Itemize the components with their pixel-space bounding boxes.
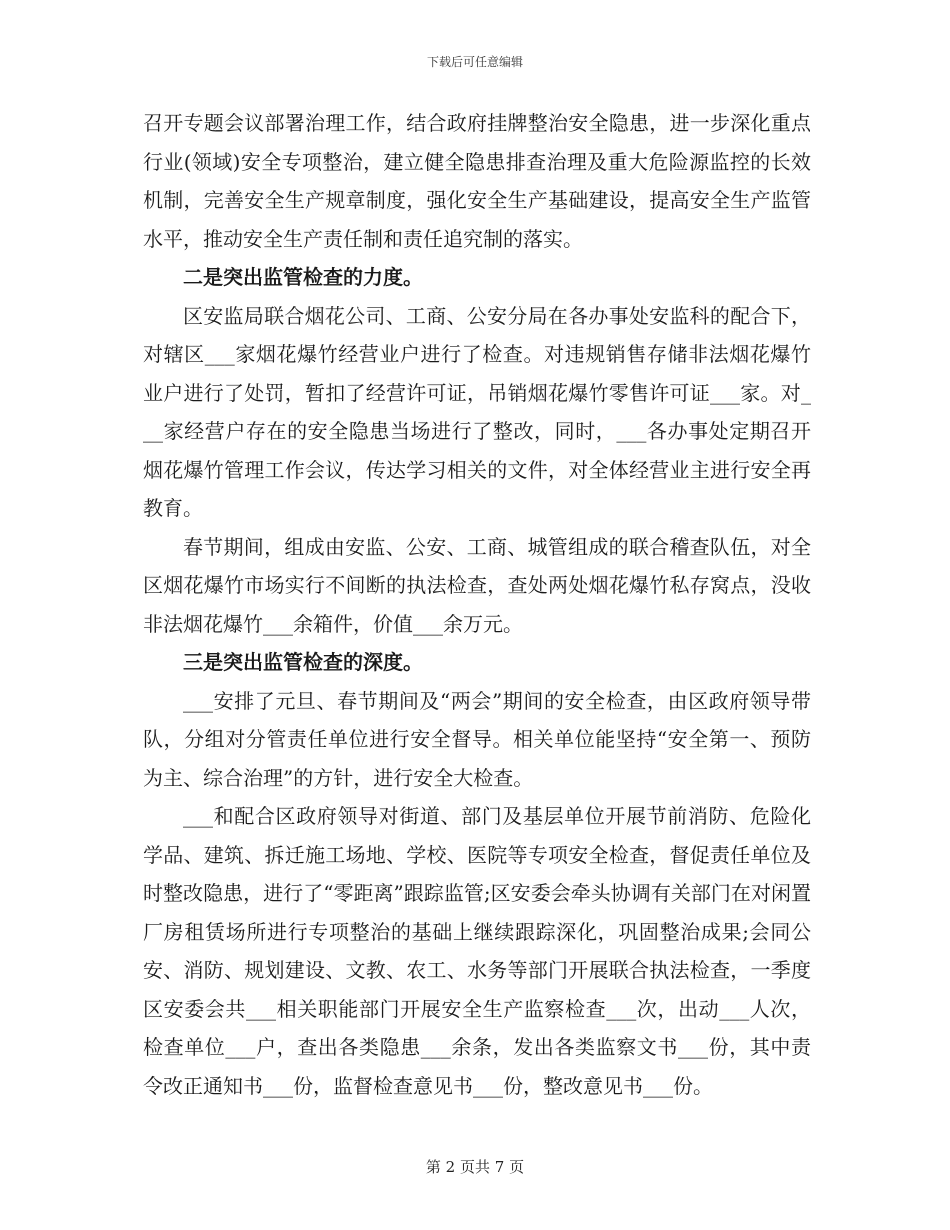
page-number: 第 2 页共 7 页	[425, 1158, 525, 1176]
document-body	[143, 104, 811, 1105]
paragraph-4: 春节期间，组成由安监、公安、工商、城管组成的联合稽查队伍，对全区烟花爆竹市场实行不间断的执法检查，查处两处烟花爆竹私存窝点，没收非法烟花爆竹___余箱件，价值___余万元。	[143, 534, 811, 636]
paragraph-1: 召开专题会议部署治理工作，结合政府挂牌整治安全隐患，进一步深化重点行业(领域)安全专项整治，建立健全隐患排查治理及重大危险源监控的长效机制，完善安全生产规章制度，强化安全生产基础建设，提高安全生产监管水平，推动安全生产责任制和责任追究制的落实。	[143, 111, 811, 251]
section-heading-2: 二是突出监管检查的力度。	[183, 265, 423, 289]
paragraph-3: 区安监局联合烟花公司、工商、公安分局在各办事处安监科的配合下，对辖区___家烟花爆竹经营业户进行了检查。对违规销售存储非法烟花爆竹业户进行了处罚，暂扣了经营许可证，吊销烟花爆竹零售许可证___家。对___家经营户存在的安全隐患当场进行了整改，同时，___各办事处定期召开烟花爆竹管理工作会议，传达学习相关的文件，对全体经营业主进行安全再教育。	[143, 303, 811, 520]
paragraph-7: ___和配合区政府领导对街道、部门及基层单位开展节前消防、危险化学品、建筑、拆迁施工场地、学校、医院等专项安全检查，督促责任单位及时整改隐患，进行了“零距离”跟踪监管;区安委会牵头协调有关部门在对闲置厂房租赁场所进行专项整治的基础上继续跟踪深化，巩固整治成果;会同公安、消防、规划建设、文教、农工、水务等部门开展联合执法检查，一季度区安委会共___相关职能部门开展安全生产监察检查___次，出动___人次，检查单位___户，查出各类隐患___余条，发出各类监察文书___份，其中责令改正通知书___份，监督检查意见书___份，整改意见书___份。	[143, 804, 811, 1098]
download-note: 下载后可任意编辑	[426, 55, 523, 69]
paragraph-6: ___安排了元旦、春节期间及“两会”期间的安全检查，由区政府领导带队，分组对分管责任单位进行安全督导。相关单位能坚持“安全第一、预防为主、综合治理”的方针，进行安全大检查。	[143, 688, 811, 790]
section-heading-3: 三是突出监管检查的深度。	[183, 650, 423, 674]
